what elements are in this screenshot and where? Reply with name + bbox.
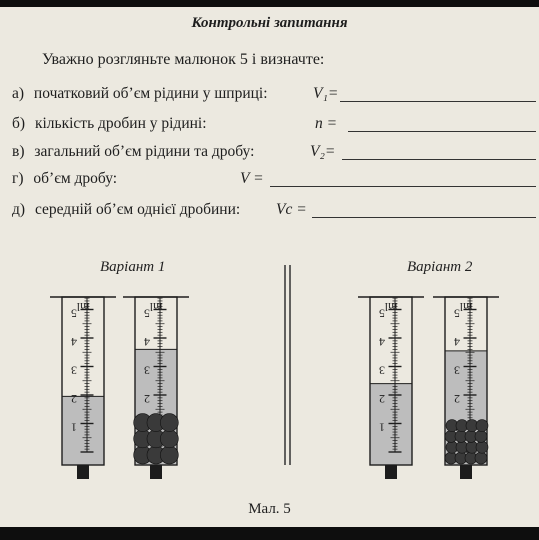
question-letter: г) <box>12 170 24 187</box>
question-letter: б) <box>12 115 26 132</box>
question-letter: а) <box>12 85 25 102</box>
intro-text: Уважно розгляньте малюнок 5 і визначте: <box>42 51 325 68</box>
lead-shot <box>160 414 178 432</box>
scale-number: 4 <box>144 335 150 349</box>
scale-number: 2 <box>379 392 385 406</box>
figure-caption: Мал. 5 <box>248 501 291 517</box>
scale-number: 3 <box>454 363 460 378</box>
scale-unit: ml <box>459 300 473 314</box>
divider-line <box>285 265 290 465</box>
scale-number: 3 <box>71 363 77 378</box>
scale-number: 2 <box>71 392 77 406</box>
scale-number: 4 <box>71 335 77 349</box>
question-text: середній об’єм однієї дробини: <box>34 201 241 218</box>
scale-number: 1 <box>379 420 385 435</box>
lead-shot <box>160 430 178 448</box>
scale-number: 2 <box>144 392 150 406</box>
syringe-tip <box>150 465 162 479</box>
variable-label: V₂= <box>310 143 336 160</box>
scale-number: 3 <box>379 363 385 378</box>
liquid <box>370 384 412 465</box>
scale-number: 4 <box>454 335 460 349</box>
question-text: кількість дробин у рідині: <box>34 115 207 132</box>
worksheet-page <box>0 7 539 527</box>
question-letter: в) <box>12 143 25 160</box>
lead-shot <box>475 430 487 442</box>
variable-label: V = <box>240 170 264 187</box>
liquid <box>62 396 104 465</box>
syringe-figure <box>0 7 539 527</box>
syringe-1-before <box>50 297 116 479</box>
scale-number: 1 <box>71 420 77 435</box>
lead-shot <box>475 452 487 464</box>
page-title: Контрольні запитання <box>191 15 348 31</box>
variant-2-label: Варіант 2 <box>407 259 473 275</box>
variable-label: n = <box>315 115 338 132</box>
variable-label: Vc = <box>276 201 307 218</box>
syringe-tip <box>385 465 397 479</box>
syringe-tip <box>77 465 89 479</box>
scale-unit: ml <box>149 300 163 314</box>
scale-unit: ml <box>76 300 90 314</box>
scale-unit: ml <box>384 300 398 314</box>
scale-number: 5 <box>144 306 150 321</box>
lead-shot <box>160 446 178 464</box>
question-letter: д) <box>12 201 26 218</box>
scale-number: 5 <box>71 306 77 321</box>
syringe-2-after <box>433 297 499 479</box>
lead-shot <box>476 420 488 432</box>
syringe-1-after <box>123 297 189 479</box>
scale-number: 5 <box>454 306 460 321</box>
scale-number: 2 <box>454 392 460 406</box>
question-text: об’єм дробу: <box>33 170 118 187</box>
scale-number: 3 <box>144 363 150 378</box>
question-text: початковий об’єм рідини у шприці: <box>33 85 268 102</box>
syringe-tip <box>460 465 472 479</box>
lead-shot <box>476 441 488 453</box>
variant-1-label: Варіант 1 <box>100 259 166 275</box>
scale-number: 4 <box>379 335 385 349</box>
scale-number: 5 <box>379 306 385 321</box>
syringe-2-before <box>358 297 424 479</box>
variable-label: V₁= <box>313 85 339 102</box>
question-text: загальний об’єм рідини та дробу: <box>34 143 255 160</box>
